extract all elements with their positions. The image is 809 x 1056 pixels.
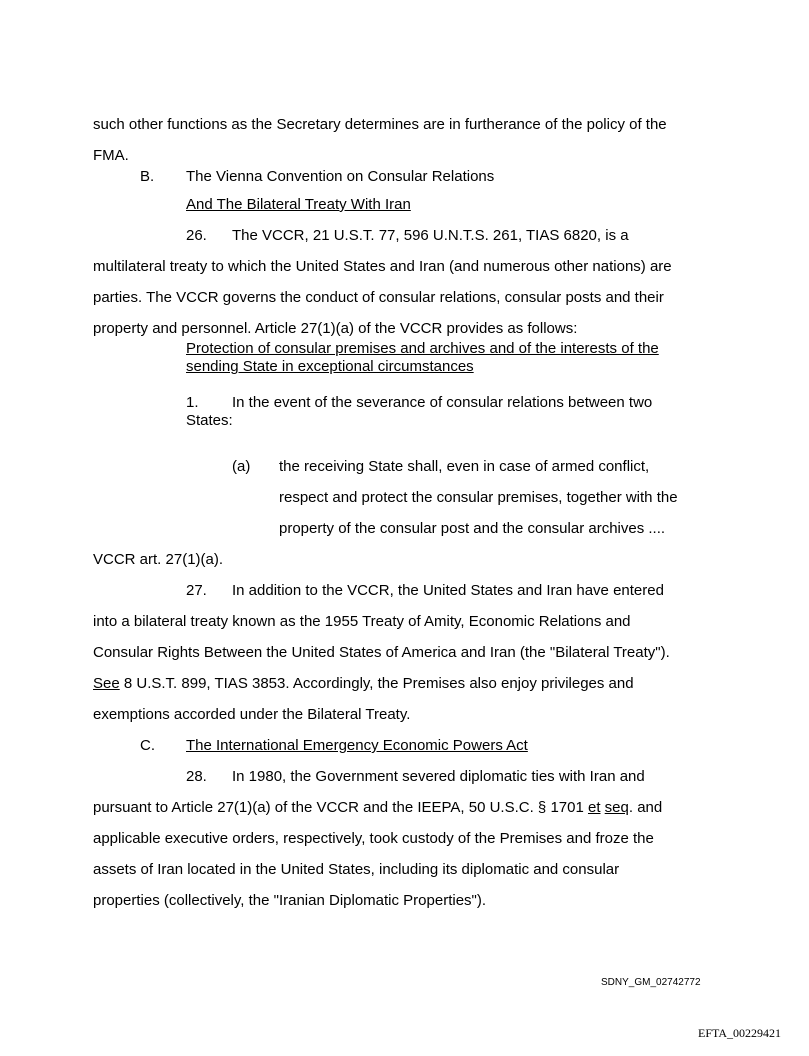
quote-line: States: [186, 412, 233, 429]
seq-signal: seq [604, 799, 629, 816]
section-heading: The Vienna Convention on Consular Relations [186, 168, 495, 185]
quote-line: the receiving State shall, even in case of armed conflict, [279, 458, 650, 475]
body-line [93, 675, 634, 693]
body-line: assets of Iran located in the United States, including its diplomatic and consular [93, 861, 620, 878]
section-letter: B. [140, 168, 155, 185]
quote-line: property of the consular post and the consular archives .... [279, 520, 666, 537]
et-italic-signal: et [587, 799, 601, 816]
body-text: pursuant to Article 27(1)(a) of the VCCR and the IEEPA, 50 U.S.C. § 1701 [93, 799, 588, 816]
quote-subitem-label: (a) [232, 458, 251, 475]
paragraph-number: 26. [186, 227, 207, 244]
body-line: In 1980, the Government severed diplomatic ties with Iran and [232, 768, 645, 785]
body-text: 8 U.S.T. 899, TIAS 3853. Accordingly, the Premises also enjoy privileges and [119, 675, 634, 692]
body-line: exemptions accorded under the Bilateral Treaty. [93, 706, 411, 723]
body-line: Consular Rights Between the United States of America and Iran (the "Bilateral Treaty"). [93, 644, 670, 661]
quote-line: In the event of the severance of consular relations between two [232, 394, 653, 411]
body-line: properties (collectively, the "Iranian Diplomatic Properties"). [93, 892, 487, 909]
body-line: into a bilateral treaty known as the 1955 Treaty of Amity, Economic Relations and [93, 613, 631, 630]
body-line: In addition to the VCCR, the United States and Iran have entered [232, 582, 664, 599]
paragraph-number: 27. [186, 582, 207, 599]
body-line: such other functions as the Secretary determines are in furtherance of the policy of the [93, 116, 667, 133]
body-line: The VCCR, 21 U.S.T. 77, 596 U.N.T.S. 261, TIAS 6820, is a [232, 227, 629, 244]
body-text: . and [628, 799, 663, 816]
body-line [93, 799, 662, 817]
quote-title: sending State in exceptional circumstances [186, 358, 474, 375]
section-letter: C. [140, 737, 155, 754]
section-heading-underlined: And The Bilateral Treaty With Iran [186, 196, 411, 213]
body-line: multilateral treaty to which the United States and Iran (and numerous other nations) are [93, 258, 672, 275]
quote-title: Protection of consular premises and archives and of the interests of the [186, 340, 659, 357]
citation: VCCR art. 27(1)(a). [93, 551, 224, 568]
quote-line: respect and protect the consular premises, together with the [279, 489, 678, 506]
body-line: FMA. [93, 147, 129, 164]
body-line: property and personnel. Article 27(1)(a) of the VCCR provides as follows: [93, 320, 578, 337]
see-signal: See [93, 675, 120, 692]
efta-stamp: EFTA_00229421 [698, 1026, 782, 1040]
body-line: parties. The VCCR governs the conduct of consular relations, consular posts and their [93, 289, 664, 306]
quote-item-number: 1. [186, 394, 199, 411]
body-line: applicable executive orders, respectively, took custody of the Premises and froze the [93, 830, 654, 847]
bates-number: SDNY_GM_02742772 [601, 977, 701, 988]
paragraph-number: 28. [186, 768, 207, 785]
section-heading-underlined: The International Emergency Economic Powers Act [186, 737, 528, 754]
